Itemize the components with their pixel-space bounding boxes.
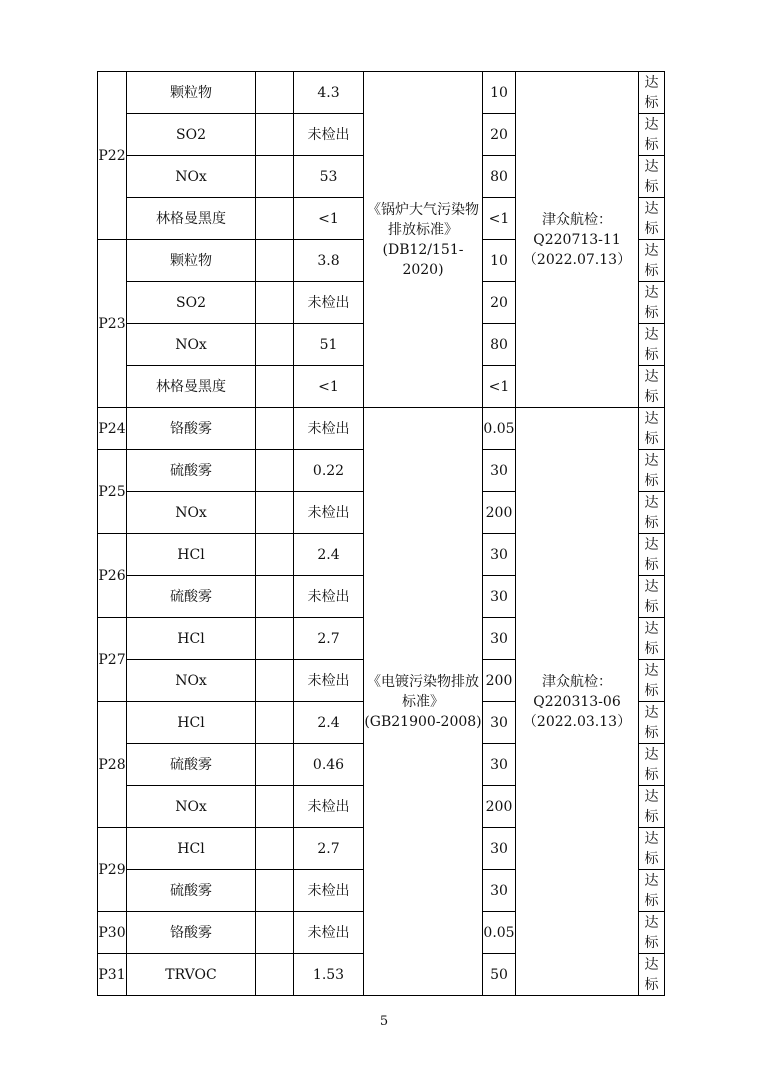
limit-value: 30 [483,870,516,912]
blank-cell [256,870,294,912]
blank-cell [256,618,294,660]
compliance-result: 达标 [639,576,665,618]
measured-value: 未检出 [294,408,364,450]
limit-value: 20 [483,114,516,156]
report-reference [516,408,639,996]
measured-value: 未检出 [294,912,364,954]
compliance-result: 达标 [639,954,665,996]
pollutant-name: SO2 [127,114,256,156]
compliance-result: 达标 [639,450,665,492]
standard-text: 《锅炉大气污染物排放标准》(DB12/151-2020) [367,201,479,278]
limit-value: <1 [483,198,516,240]
page-number: 5 [379,1014,389,1029]
blank-cell [256,450,294,492]
measured-value: 53 [294,156,364,198]
pollutant-name: TRVOC [127,954,256,996]
pollutant-name: 颗粒物 [127,72,256,114]
outlet-id: P25 [98,450,127,534]
pollutant-name: 硫酸雾 [127,450,256,492]
compliance-result: 达标 [639,828,665,870]
measured-value: 51 [294,324,364,366]
compliance-result: 达标 [639,408,665,450]
measured-value: 未检出 [294,492,364,534]
limit-value: 50 [483,954,516,996]
blank-cell [256,702,294,744]
pollutant-name: HCl [127,702,256,744]
pollutant-name: 硫酸雾 [127,870,256,912]
blank-cell [256,492,294,534]
outlet-id: P23 [98,240,127,408]
compliance-result: 达标 [639,786,665,828]
report-text: 津众航检：Q220713-11（2022.07.13） [522,211,632,268]
measured-value: 未检出 [294,660,364,702]
pollutant-name: HCl [127,618,256,660]
pollutant-name: NOx [127,492,256,534]
outlet-id: P27 [98,618,127,702]
measured-value: 未检出 [294,114,364,156]
measured-value: <1 [294,198,364,240]
blank-cell [256,282,294,324]
blank-cell [256,408,294,450]
pollutant-name: HCl [127,828,256,870]
limit-value: 80 [483,324,516,366]
pollutant-name: 颗粒物 [127,240,256,282]
compliance-result: 达标 [639,534,665,576]
measured-value: <1 [294,366,364,408]
outlet-id: P29 [98,828,127,912]
pollutant-name: 硫酸雾 [127,744,256,786]
standard-reference [364,408,483,996]
report-text: 津众航检：Q220313-06（2022.03.13） [522,673,632,730]
limit-value: <1 [483,366,516,408]
pollutant-name: 铬酸雾 [127,912,256,954]
pollutant-name: NOx [127,156,256,198]
limit-value: 30 [483,618,516,660]
measured-value: 未检出 [294,786,364,828]
limit-value: 30 [483,828,516,870]
measured-value: 未检出 [294,282,364,324]
measured-value: 0.22 [294,450,364,492]
limit-value: 30 [483,576,516,618]
limit-value: 30 [483,744,516,786]
pollutant-name: NOx [127,324,256,366]
blank-cell [256,366,294,408]
measured-value: 2.7 [294,828,364,870]
compliance-result: 达标 [639,114,665,156]
limit-value: 30 [483,450,516,492]
measured-value: 3.8 [294,240,364,282]
table-row [98,408,665,450]
compliance-result: 达标 [639,198,665,240]
pollutant-name: NOx [127,660,256,702]
blank-cell [256,240,294,282]
blank-cell [256,156,294,198]
compliance-result: 达标 [639,282,665,324]
blank-cell [256,660,294,702]
blank-cell [256,744,294,786]
measured-value: 2.4 [294,702,364,744]
outlet-id: P30 [98,912,127,954]
limit-value: 0.05 [483,408,516,450]
emission-monitoring-table [97,71,665,996]
pollutant-name: 林格曼黑度 [127,198,256,240]
blank-cell [256,198,294,240]
pollutant-name: 铬酸雾 [127,408,256,450]
pollutant-name: SO2 [127,282,256,324]
compliance-result: 达标 [639,366,665,408]
measured-value: 0.46 [294,744,364,786]
compliance-result: 达标 [639,240,665,282]
blank-cell [256,576,294,618]
blank-cell [256,954,294,996]
limit-value: 30 [483,702,516,744]
standard-reference [364,72,483,408]
limit-value: 20 [483,282,516,324]
blank-cell [256,114,294,156]
compliance-result: 达标 [639,156,665,198]
outlet-id: P26 [98,534,127,618]
compliance-result: 达标 [639,72,665,114]
outlet-id: P28 [98,702,127,828]
outlet-id: P31 [98,954,127,996]
standard-text: 《电镀污染物排放标准》(GB21900-2008) [364,673,482,730]
compliance-result: 达标 [639,618,665,660]
limit-value: 10 [483,240,516,282]
compliance-result: 达标 [639,744,665,786]
limit-value: 80 [483,156,516,198]
blank-cell [256,534,294,576]
compliance-result: 达标 [639,870,665,912]
measured-value: 1.53 [294,954,364,996]
blank-cell [256,912,294,954]
pollutant-name: NOx [127,786,256,828]
measured-value: 未检出 [294,576,364,618]
measured-value: 4.3 [294,72,364,114]
limit-value: 200 [483,660,516,702]
pollutant-name: 硫酸雾 [127,576,256,618]
blank-cell [256,828,294,870]
table-row [98,72,665,114]
compliance-result: 达标 [639,660,665,702]
compliance-result: 达标 [639,324,665,366]
limit-value: 30 [483,534,516,576]
outlet-id: P24 [98,408,127,450]
limit-value: 0.05 [483,912,516,954]
compliance-result: 达标 [639,492,665,534]
blank-cell [256,786,294,828]
compliance-result: 达标 [639,702,665,744]
report-reference [516,72,639,408]
blank-cell [256,324,294,366]
outlet-id: P22 [98,72,127,240]
pollutant-name: HCl [127,534,256,576]
measured-value: 2.7 [294,618,364,660]
pollutant-name: 林格曼黑度 [127,366,256,408]
blank-cell [256,72,294,114]
measured-value: 未检出 [294,870,364,912]
limit-value: 10 [483,72,516,114]
limit-value: 200 [483,786,516,828]
measured-value: 2.4 [294,534,364,576]
limit-value: 200 [483,492,516,534]
compliance-result: 达标 [639,912,665,954]
